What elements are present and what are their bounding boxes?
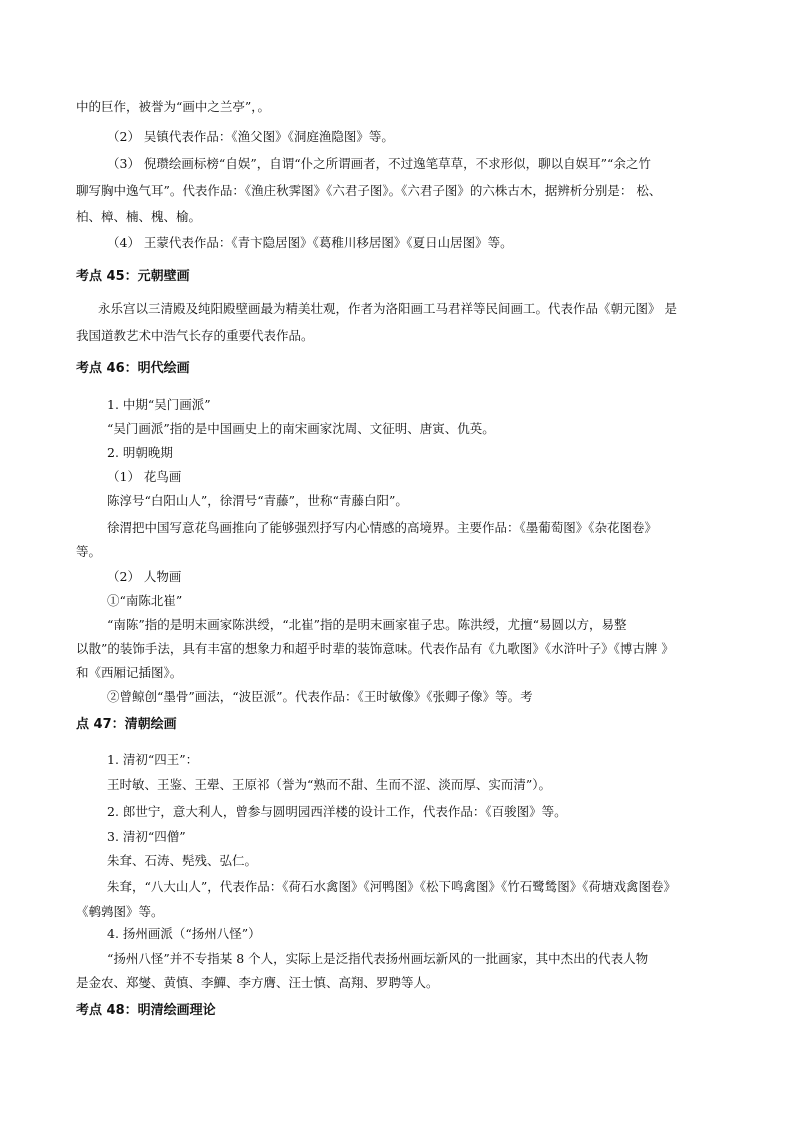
text-line: “扬州八怪”并不专指某 8 个人，实际上是泛指代表扬州画坛新风的一批画家，其中杰出的代表人物: [107, 951, 649, 966]
text-line: 等。: [76, 544, 102, 559]
section-heading: 考点 46：明代绘画: [76, 361, 190, 376]
text-line: （3） 倪瓒绘画标榜“自娱”，自谓“仆之所谓画者，不过逸笔草草，不求形似，聊以自娱耳”“余之竹: [107, 156, 651, 171]
section-heading: 考点 48：明清绘画理论: [76, 1003, 216, 1018]
section-heading: 考点 45：元朝壁画: [76, 269, 190, 284]
text-line: 我国道教艺术中浩气长存的重要代表作品。: [76, 328, 314, 343]
text-line: （2） 人物画: [107, 569, 182, 584]
text-line: 永乐宫以三清殿及纯阳殿壁画最为精美壮观，作者为洛阳画工马君祥等民间画工。代表作品《朝元图》 是: [98, 301, 677, 316]
text-line: （4） 王蒙代表作品：《青卞隐居图》《葛稚川移居图》《夏日山居图》等。: [107, 235, 513, 250]
section-heading: 点 47：清朝绘画: [76, 717, 177, 732]
text-line: 1. 清初“四王”：: [107, 752, 199, 767]
text-line: （2） 吴镇代表作品：《渔父图》《洞庭渔隐图》等。: [107, 129, 394, 144]
text-line: 以散”的装饰手法，具有丰富的想象力和超乎时辈的装饰意味。代表作品有《九歌图》《水浒叶子》《博古牌 》: [76, 641, 674, 656]
text-line: 2. 郎世宁，意大利人，曾参与圆明园西洋楼的设计工作，代表作品：《百骏图》等。: [107, 804, 567, 819]
text-line: ①“南陈北崔”: [107, 593, 183, 608]
text-line: 陈淳号“白阳山人”，徐渭号“青藤”，世称“青藤白阳”。: [107, 493, 408, 508]
text-line: 朱耷，“八大山人”，代表作品：《荷石水禽图》《河鸭图》《松下鸣禽图》《竹石鹭鸶图》《荷塘戏禽图卷》: [107, 879, 677, 894]
text-line: 和《西厢记插图》。: [76, 665, 183, 680]
text-line: 聊写胸中逸气耳”。代表作品：《渔庄秋霁图》《六君子图》。《六君子图》的六株古木，据辨析分别是： 松、: [76, 183, 662, 198]
text-line: 柏、樟、楠、槐、榆。: [76, 209, 202, 224]
text-line: （1） 花鸟画: [107, 469, 182, 484]
text-line: 3. 清初“四僧”: [107, 829, 186, 844]
text-line: 朱耷、石涛、髡残、弘仁。: [107, 853, 258, 868]
text-line: “吴门画派”指的是中国画史上的南宋画家沈周、文征明、唐寅、仇英。: [107, 421, 495, 436]
text-line: 《鹌鹑图》等。: [76, 904, 164, 919]
text-line: 王时敏、王鉴、王翚、王原祁（誉为“熟而不甜、生而不涩、淡而厚、实而清”）。: [107, 777, 552, 792]
text-line: “南陈”指的是明末画家陈洪绶，“北崔”指的是明末画家崔子忠。陈洪绶，尤擅“易圆以方，易整: [107, 617, 627, 632]
text-line: 1. 中期“吴门画派”: [107, 397, 211, 412]
text-line: ②曾鲸创“墨骨”画法，“波臣派”。代表作品：《王时敏像》《张卿子像》等。考: [107, 689, 533, 704]
text-line: 2. 明朝晚期: [107, 445, 173, 460]
text-line: 徐渭把中国写意花鸟画推向了能够强烈抒写内心情感的高境界。主要作品：《墨葡萄图》《杂花图卷》: [107, 520, 658, 535]
text-line: 4. 扬州画派（“扬州八怪”）: [107, 926, 261, 941]
text-line: 是金农、郑燮、黄慎、李鱓、李方膺、汪士慎、高翔、罗聘等人。: [76, 975, 439, 990]
text-line: 中的巨作，被誉为“画中之兰亭”，。: [76, 99, 271, 114]
